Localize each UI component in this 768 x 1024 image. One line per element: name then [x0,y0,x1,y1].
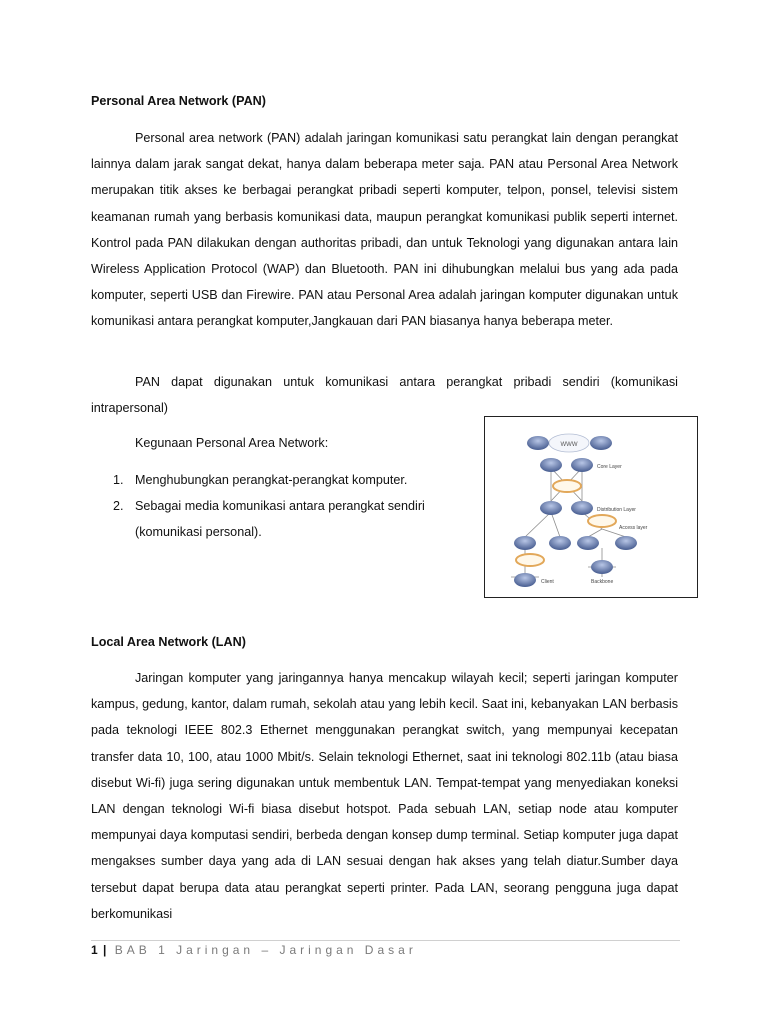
router-icon [514,536,536,550]
network-diagram-figure [484,416,698,598]
pan-paragraph-1 [91,125,678,335]
pan-uses-list [91,467,451,546]
router-icon [527,436,549,450]
backbone-label: Backbone [591,579,614,585]
client-label: Client [541,579,554,585]
list-text: Sebagai media komunikasi antara perangkat sendiri (komunikasi personal). [135,499,425,540]
pan-paragraph-2-text: PAN dapat digunakan untuk komunikasi antara perangkat pribadi sendiri (komunikasi intrapersonal) [91,375,678,416]
lan-paragraph-1-text: Jaringan komputer yang jaringannya hanya mencakup wilayah kecil; seperti jaringan komputer kampus, gedung, kantor, dalam rumah, sekolah atau yang lebih kecil. Saat ini, kebanyakan LAN berbasis pada teknologi IEEE 802.3 Ethernet menggunakan perangkat switch, yang mempunyai kecepatan transfer data 10, 100, atau 1000 Mbit/s. Selain teknologi Ethernet, saat ini teknologi 802.11b (atau biasa disebut Wi-fi) juga sering digunakan untuk membentuk LAN. Tempat-tempat yang menyediakan koneksi LAN dengan teknologi Wi-fi biasa disebut hotspot. Pada sebuah LAN, setiap node atau komputer mempunyai daya komputasi sendiri, berbeda dengan konsep dump terminal. Setiap komputer juga dapat mengakses sumber daya yang ada di LAN sesuai dengan hak akses yang telah diatur.Sumber daya tersebut dapat berupa data atau perangkat seperti printer. Pada LAN, seorang pengguna juga dapat berkomunikasi [91,671,678,921]
router-icon [540,458,562,472]
page-footer [91,943,417,957]
router-icon [571,458,593,472]
pan-paragraph-2 [91,369,678,421]
router-icon [571,501,593,515]
www-label: WWW [560,442,578,448]
router-icon [540,501,562,515]
lan-paragraph-1 [91,665,678,927]
footer-divider [91,940,680,941]
pan-heading: Personal Area Network (PAN) [91,94,266,108]
list-text: Menghubungkan perangkat-perangkat komputer. [135,473,408,487]
router-icon [590,436,612,450]
list-item [91,467,451,493]
cloud-icon [549,434,589,452]
router-icon [591,560,613,574]
list-number: 2. [113,499,124,514]
distribution-layer-label: Distribution Layer [597,507,636,513]
network-diagram [485,417,697,597]
pan-paragraph-1-text: Personal area network (PAN) adalah jaringan komunikasi satu perangkat lain dengan perangkat lainnya dalam jarak sangat dekat, hanya dalam beberapa meter saja. PAN atau Personal Area Network merupakan titik akses ke berbagai perangkat pribadi seperti komputer, telpon, ponsel, televisi sistem keamanan rumah yang berbasis komunikasi data, maupun perangkat komunikasi publik seperti internet. Kontrol pada PAN dilakukan dengan authoritas pribadi, dan untuk Teknologi yang digunakan antara lain Wireless Application Protocol (WAP) dan Bluetooth. PAN ini dihubungkan melalui bus yang ada pada komputer, seperti USB dan Firewire. PAN atau Personal Area adalah jaringan komputer digunakan untuk komunikasi antara perangkat komputer,Jangkauan dari PAN biasanya hanya beberapa meter. [91,131,678,329]
footer-title: BAB 1 Jaringan – Jaringan Dasar [114,943,417,957]
list-number: 1. [113,473,124,487]
router-icon [577,536,599,550]
core-layer-label: Core Layer [597,464,622,470]
pan-uses-title: Kegunaan Personal Area Network: [135,436,329,450]
page-number: 1 | [91,943,108,957]
access-layer-label: Access layer [619,525,648,531]
lan-heading: Local Area Network (LAN) [91,635,246,649]
router-icon [549,536,571,550]
router-icon [514,573,536,587]
router-icon [615,536,637,550]
list-item [91,493,425,545]
ring-icons [516,480,616,566]
